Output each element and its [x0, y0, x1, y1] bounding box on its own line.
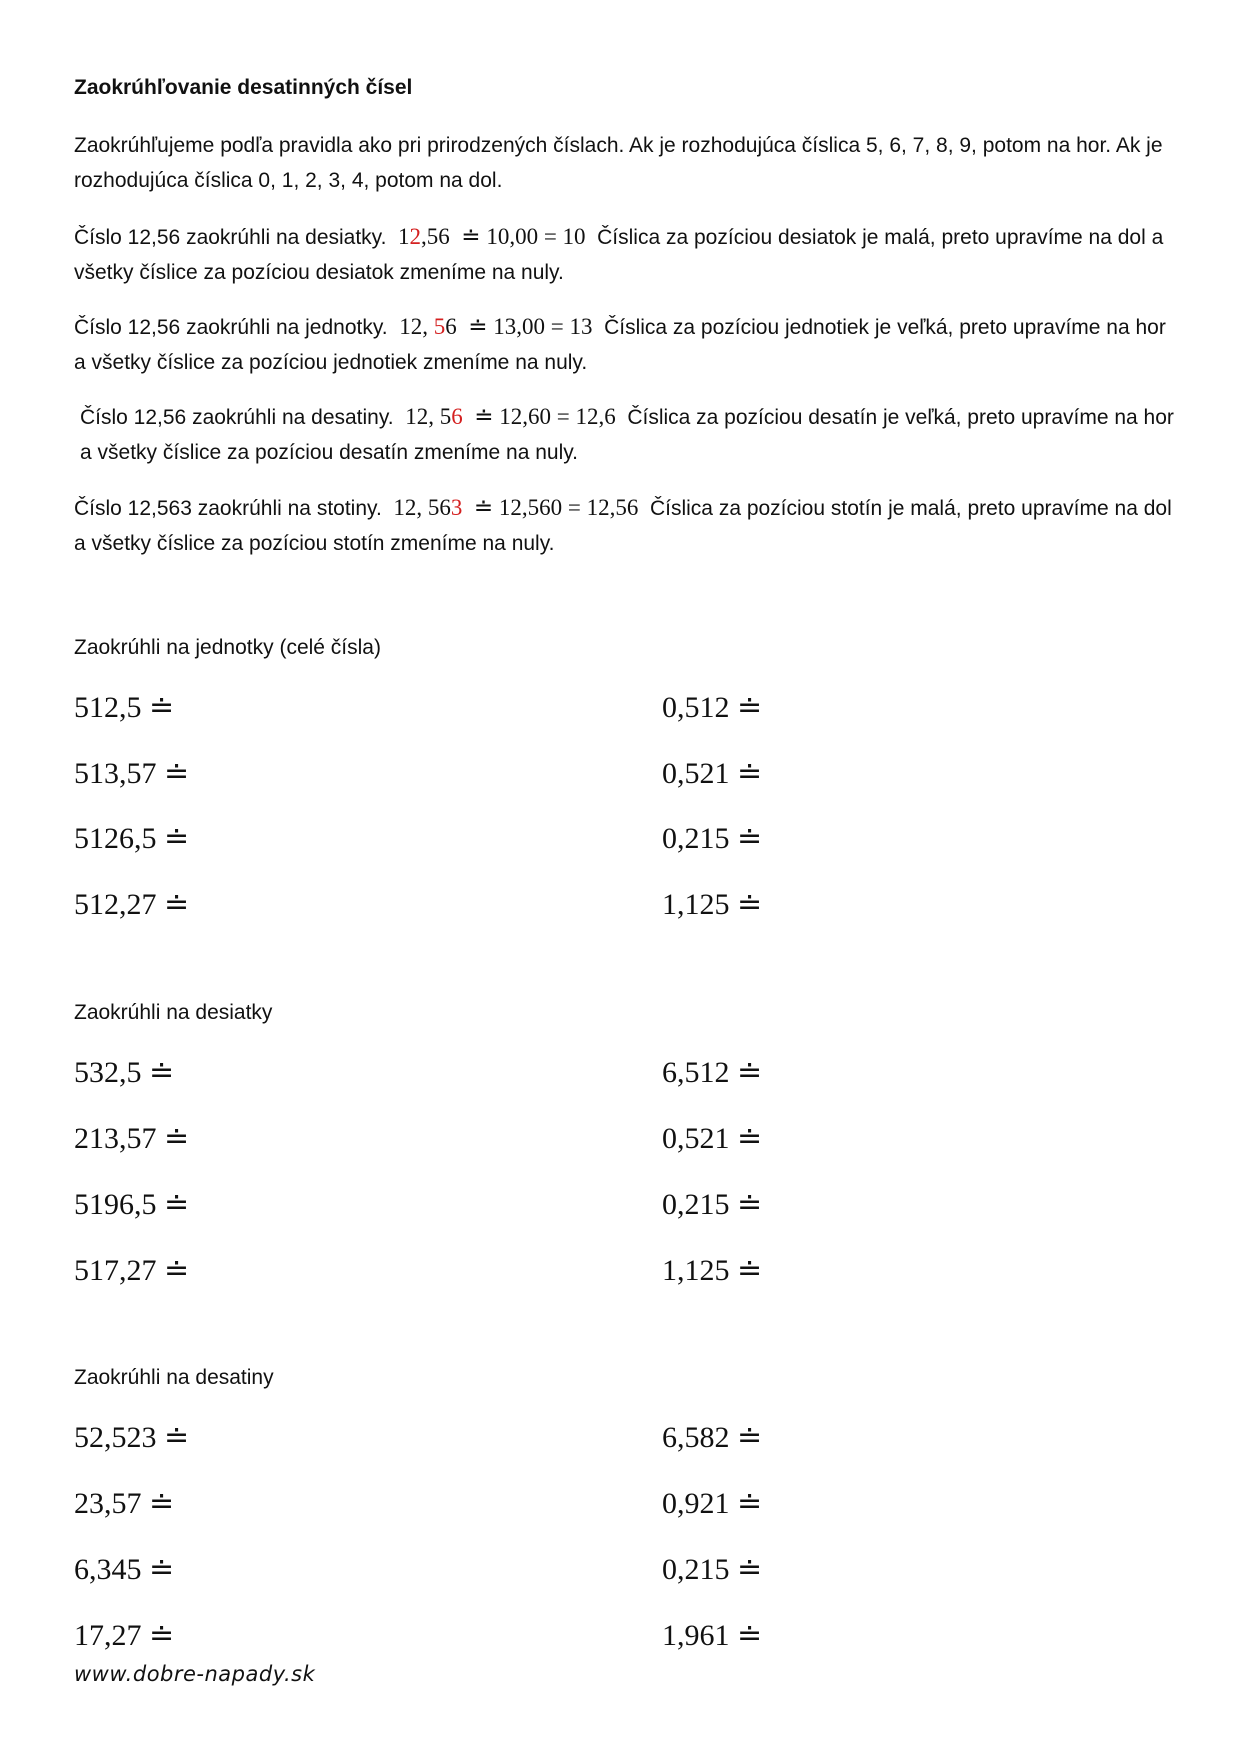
exercise-item: 0,215 ≐ — [662, 822, 763, 855]
example-explanation: Číslica za pozíciou desiatok je malá, preto upravíme na dol a všetky číslice za pozíciou desiatok zmeníme na nuly. — [74, 226, 1164, 284]
intro-paragraph: Zaokrúhľujeme podľa pravidla ako pri prirodzených číslach. Ak je rozhodujúca číslica 5, 6, 7, 8, 9, potom na hor. Ak je rozhodujúca číslica 0, 1, 2, 3, 4, potom na dol. — [74, 134, 1163, 192]
exercise-item: 17,27 ≐ — [74, 1619, 175, 1652]
decisive-digit: 6 — [451, 404, 463, 429]
exercise-item: 0,512 ≐ — [662, 691, 763, 724]
exercise-item: 512,5 ≐ — [74, 691, 175, 724]
exercise-item: 52,523 ≐ — [74, 1421, 190, 1454]
exercise-item: 532,5 ≐ — [74, 1056, 175, 1089]
example-explanation: Číslica za pozíciou stotín je malá, preto upravíme na dol a všetky číslice za pozíciou stotín zmeníme na nuly. — [74, 497, 1172, 555]
example-math: 12, 56 ≐ 12,60 = 12,6 — [405, 404, 616, 429]
exercise-item: 0,921 ≐ — [662, 1487, 763, 1520]
exercise-item: 517,27 ≐ — [74, 1254, 190, 1287]
page-title: Zaokrúhľovanie desatinných čísel — [74, 76, 413, 99]
exercise-item: 0,521 ≐ — [662, 757, 763, 790]
exercise-item: 1,125 ≐ — [662, 1254, 763, 1287]
example-lead: Číslo 12,56 zaokrúhli na desiatky. — [74, 226, 387, 249]
example-result: ≐ 13,00 = 13 — [468, 314, 593, 339]
exercise-item: 5126,5 ≐ — [74, 822, 190, 855]
example-result: ≐ 12,60 = 12,6 — [474, 404, 616, 429]
exercise-item: 6,345 ≐ — [74, 1553, 175, 1586]
section-title-desiatky: Zaokrúhli na desiatky — [74, 1001, 273, 1024]
example-result: ≐ 10,00 = 10 — [461, 224, 586, 249]
example-desatiny — [80, 399, 1180, 470]
decisive-digit: 5 — [433, 314, 446, 339]
exercise-item: 512,27 ≐ — [74, 888, 190, 921]
exercise-item: 6,582 ≐ — [662, 1421, 763, 1454]
exercise-item: 0,521 ≐ — [662, 1122, 763, 1155]
exercise-item: 513,57 ≐ — [74, 757, 190, 790]
exercise-item: 1,961 ≐ — [662, 1619, 763, 1652]
example-explanation: Číslica za pozíciou desatín je veľká, preto upravíme na hor a všetky číslice za pozíciou desatín zmeníme na nuly. — [80, 406, 1174, 464]
example-explanation: Číslica za pozíciou jednotiek je veľká, preto upravíme na hor a všetky číslice za pozíciou jednotiek zmeníme na nuly. — [74, 316, 1166, 374]
exercise-item: 6,512 ≐ — [662, 1056, 763, 1089]
exercise-item: 5196,5 ≐ — [74, 1188, 190, 1221]
example-stotiny — [74, 490, 1174, 561]
example-math: 12,56 ≐ 10,00 = 10 — [398, 224, 586, 249]
example-lead: Číslo 12,563 zaokrúhli na stotiny. — [74, 497, 382, 520]
section-title-desatiny: Zaokrúhli na desatiny — [74, 1366, 274, 1389]
decisive-digit: 3 — [450, 495, 463, 520]
example-math: 12, 56 ≐ 13,00 = 13 — [399, 314, 593, 339]
example-jednotky — [74, 309, 1174, 380]
example-lead: Číslo 12,56 zaokrúhli na jednotky. — [74, 316, 388, 339]
example-lead: Číslo 12,56 zaokrúhli na desatiny. — [80, 406, 394, 429]
footer-url: www.dobre-napady.sk — [74, 1662, 316, 1686]
example-desiatky — [74, 219, 1174, 290]
decisive-digit: 2 — [409, 224, 422, 249]
example-result: ≐ 12,560 = 12,56 — [473, 495, 639, 520]
exercise-item: 213,57 ≐ — [74, 1122, 190, 1155]
exercise-item: 0,215 ≐ — [662, 1188, 763, 1221]
section-title-jednotky: Zaokrúhli na jednotky (celé čísla) — [74, 636, 381, 659]
example-math: 12, 563 ≐ 12,560 = 12,56 — [393, 495, 639, 520]
exercise-item: 0,215 ≐ — [662, 1553, 763, 1586]
exercise-item: 1,125 ≐ — [662, 888, 763, 921]
exercise-item: 23,57 ≐ — [74, 1487, 175, 1520]
